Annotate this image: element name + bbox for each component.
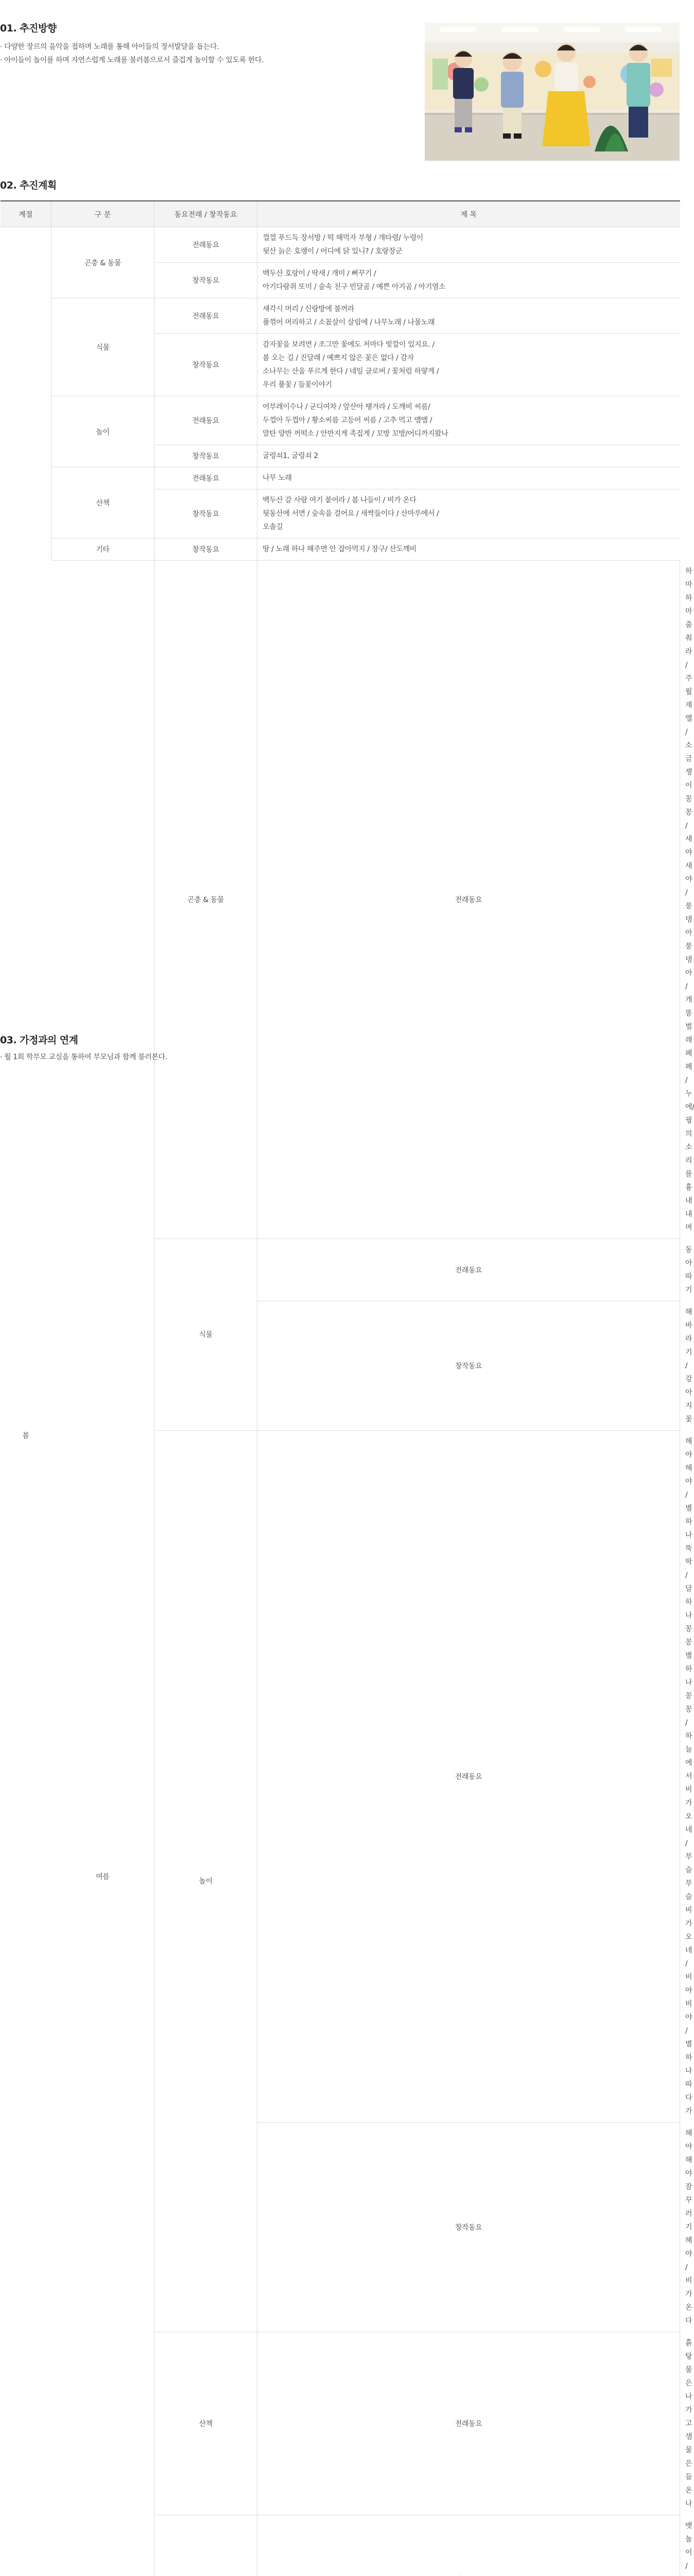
category-cell: 곤충 & 동물 bbox=[51, 227, 154, 298]
table-row: 산책 전래동요 흙탕물은 나가고 샘물은 들온나 bbox=[1, 2332, 680, 2515]
category-cell: 산책 bbox=[154, 2332, 257, 2515]
header-title: 제 목 bbox=[257, 201, 680, 227]
song-title-line: 풀꺾어 머리하고 / 소꼽살이 살림에 / 나무노래 / 나물노래 bbox=[263, 316, 675, 329]
song-type-cell bbox=[257, 2515, 680, 2576]
photo-illustration bbox=[425, 23, 680, 161]
table-row: 식물 전래동요 동아 따기 bbox=[1, 1239, 680, 1301]
children-singing-photo bbox=[425, 23, 680, 161]
table-row bbox=[1, 298, 680, 334]
song-type-cell: 창작동요 bbox=[154, 263, 257, 298]
song-title-line: 아기다람쥐 또미 / 숲속 친구 빈달곰 / 예쁜 아기곰 / 아기염소 bbox=[263, 280, 675, 294]
section-title-direction: 01. 추진방향 bbox=[0, 21, 57, 35]
table-header-row bbox=[1, 201, 680, 227]
song-title-line: 봄 오는 길 / 진달래 / 예쁘지 않은 꽃은 없다 / 감자 bbox=[263, 351, 675, 365]
table-row: 여름 곤충 & 동물 전래동요 하마 하마 춤춰라 / 주월 재엘 / 소금쟁이 꽁꽁 / 새야 새야 / 풍뎅아 풍뎅아 / 개똥벌레 페페 / 누에/ 꿩의 소리를 흉내내며 bbox=[1, 561, 680, 1239]
song-title-line: 오솔길 bbox=[263, 520, 675, 534]
song-title-line: 백두산 갈 사람 여기 붙어라 / 봄 나들이 / 비가 온다 bbox=[263, 494, 675, 507]
category-cell: 놀이 bbox=[154, 1430, 257, 2332]
header-season: 계절 bbox=[1, 201, 51, 227]
song-type-cell: 창작동요 bbox=[154, 489, 257, 538]
table-row bbox=[1, 467, 680, 489]
song-title-line: 어부레이수나 / 군디여차 / 앞산아 땡겨라 / 도깨비 씨름/ bbox=[263, 400, 675, 414]
home-link-text bbox=[0, 1050, 515, 1064]
table-row bbox=[1, 538, 680, 561]
song-titles-cell bbox=[257, 396, 680, 445]
song-type-cell: 전래동요 bbox=[257, 2332, 680, 2515]
song-type-cell: 창작동요 bbox=[154, 538, 257, 561]
direction-line-1: · 다양한 장르의 음악을 접하며 노래를 통해 아이들의 정서발달을 돕는다. bbox=[0, 40, 412, 54]
song-title-line: 소나무는 산을 푸르게 한다 / 네잎 클로버 / 꽃처럼 하얗게 / bbox=[263, 365, 675, 378]
section-title-home-link: 03. 가정과의 연계 bbox=[0, 1032, 78, 1046]
song-title-line: 뒷동산에 서면 / 숲속을 걸어요 / 새싹들이다 / 산마루에서 / bbox=[263, 507, 675, 520]
section-title-plan: 02. 추진계획 bbox=[0, 178, 57, 192]
song-title-line: 말탄 양반 꺼떡소 / 안반지게 족집게 / 꼬방 꼬방/어디까지왔나 bbox=[263, 427, 675, 440]
table-row bbox=[1, 227, 680, 263]
category-cell: 놀이 bbox=[51, 396, 154, 467]
table-row: 놀이 전래동요 해야 해야 / 별 하나 뚝딱 / 달하나 꽁꽁 별하나 꽁꽁 / 하늘에서 비가 오네 / 부슬부슬 비가 오네 / 비야 비야 / 별하나 따다가 bbox=[1, 1430, 680, 2122]
song-type-cell: 창작동요 bbox=[257, 2122, 680, 2332]
category-cell: 식물 bbox=[51, 298, 154, 396]
song-type-cell: 전래동요 bbox=[257, 561, 680, 1239]
table-row bbox=[1, 396, 680, 445]
song-title-line: 두껍아 두껍아 / 황소씨름 고등어 씨름 / 고추 먹고 맴맴 / bbox=[263, 414, 675, 427]
table-body bbox=[1, 227, 680, 2576]
category-cell bbox=[154, 2515, 257, 2576]
song-title-line: 껄껄 푸드득 장서방 / 떡 해먹자 부형 / 개타령/ 누렁이 bbox=[263, 231, 675, 245]
season-cell: 여름 bbox=[51, 561, 154, 2576]
song-titles-cell bbox=[257, 263, 680, 298]
song-type-cell: 전래동요 bbox=[257, 1239, 680, 1301]
category-cell: 식물 bbox=[154, 1239, 257, 1430]
table-row: 창작동요 해바라기 / 강아지꽃 bbox=[1, 1301, 680, 1430]
season-cell: 봄 bbox=[1, 227, 51, 2576]
category-cell: 기타 bbox=[51, 538, 154, 561]
song-title-line: 나무 노래 bbox=[263, 471, 675, 485]
song-title-line: 새각시 머리 / 신랑방에 불꺼라 bbox=[263, 302, 675, 316]
category-cell: 산책 bbox=[51, 467, 154, 538]
song-title-line: 감자꽃을 보려면 / 조그만 꽃에도 저마다 빛깔이 있지요. / bbox=[263, 338, 675, 351]
table-row: 창작동요 해야 해야 잠꾸러기 해야 / 비가 온다 bbox=[1, 2122, 680, 2332]
song-type-cell: 전래동요 bbox=[154, 298, 257, 334]
song-title-line: 우리 풀꽃 / 들꽃이야기 bbox=[263, 378, 675, 392]
song-type-cell: 전래동요 bbox=[257, 1430, 680, 2122]
song-type-cell: 창작동요 bbox=[154, 445, 257, 467]
table-row: 뱃놀이 / bbox=[1, 2515, 680, 2576]
header-song-type: 동요전래 / 창작동요 bbox=[154, 201, 257, 227]
song-titles-cell bbox=[257, 538, 680, 561]
direction-line-2: · 아이들이 놀이를 하며 자연스럽게 노래를 불러봄으로서 즐겁게 놀이할 수 있도록 한다. bbox=[0, 54, 412, 67]
home-link-line-1: · 월 1회 학부모 교실을 통하여 부모님과 함께 불러본다. bbox=[0, 1050, 515, 1064]
song-titles-cell bbox=[257, 227, 680, 263]
direction-text bbox=[0, 40, 412, 67]
song-titles-cell bbox=[257, 445, 680, 467]
song-type-cell: 전래동요 bbox=[154, 227, 257, 263]
song-title-line: 굴렁쇠1, 굴렁쇠 2 bbox=[263, 449, 675, 463]
category-cell: 곤충 & 동물 bbox=[154, 561, 257, 1239]
song-type-cell: 전래동요 bbox=[154, 467, 257, 489]
song-titles-cell bbox=[257, 467, 680, 489]
song-title-line: 백두산 호랑이 / 딱새 / 개미 / 뻐꾸기 / bbox=[263, 267, 675, 280]
song-type-cell: 전래동요 bbox=[154, 396, 257, 445]
song-titles-cell bbox=[257, 334, 680, 396]
song-title-line: 뒷산 늙은 호랭이 / 어디에 닭 있니? / 호랑장군 bbox=[263, 245, 675, 258]
song-title-line: 땅 / 노래 하나 해주면 안 잡아먹지 / 장구/ 산도깨비 bbox=[263, 543, 675, 556]
song-titles-cell bbox=[257, 489, 680, 538]
song-titles-cell bbox=[257, 298, 680, 334]
song-type-cell: 창작동요 bbox=[257, 1301, 680, 1430]
song-type-cell: 창작동요 bbox=[154, 334, 257, 396]
header-category: 구 분 bbox=[51, 201, 154, 227]
song-plan-table bbox=[0, 200, 680, 2576]
